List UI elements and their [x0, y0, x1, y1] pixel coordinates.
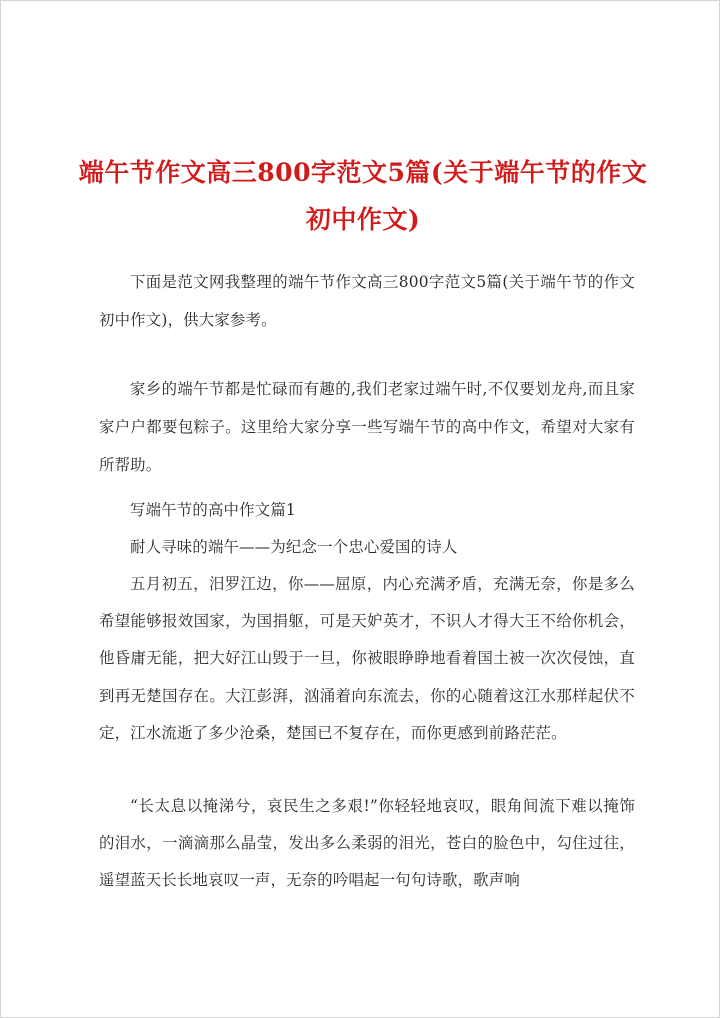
document-title: 端午节作文高三800字范文5篇(关于端午节的作文初中作文)	[78, 158, 648, 234]
body-paragraph-2: 五月初五，汨罗江边，你——屈原，内心充满矛盾，充满无奈，你是多么希望能够报效国家，为国捐躯，可是天妒英才，不识人才得大王不给你机会，他昏庸无能，把大好江山毁于一旦，你被眼睁睁地看着国土被一次次侵蚀，直到再无楚国存在。大江彭湃，汹涌着向东流去，你的心随着这江水那样起伏不定，江水流逝了多少沧桑，楚国已不复存在，而你更感到前路茫茫。	[99, 575, 635, 742]
body-paragraph-1: 家乡的端午节都是忙碌而有趣的,我们老家过端午时,不仅要划龙舟,而且家家户户都要包粽子。这里给大家分享一些写端午节的高中作文，希望对大家有所帮助。	[99, 380, 635, 474]
intro-paragraph: 下面是范文网我整理的端午节作文高三800字范文5篇(关于端午节的作文初中作文)，供大家参考。	[99, 273, 635, 329]
body-paragraph-3: “长太息以掩涕兮，哀民生之多艰!”你轻轻地哀叹，眼角间流下难以掩饰的泪水，一滴滴那么晶莹，发出多么柔弱的泪光，苍白的脸色中，勾住过往，遥望蓝天长长地哀叹一声，无奈的吟唱起一句句诗歌，歌声响	[99, 797, 635, 890]
section-heading: 写端午节的高中作文篇1	[130, 501, 296, 519]
essay-title: 耐人寻味的端午——为纪念一个忠心爱国的诗人	[130, 538, 458, 556]
